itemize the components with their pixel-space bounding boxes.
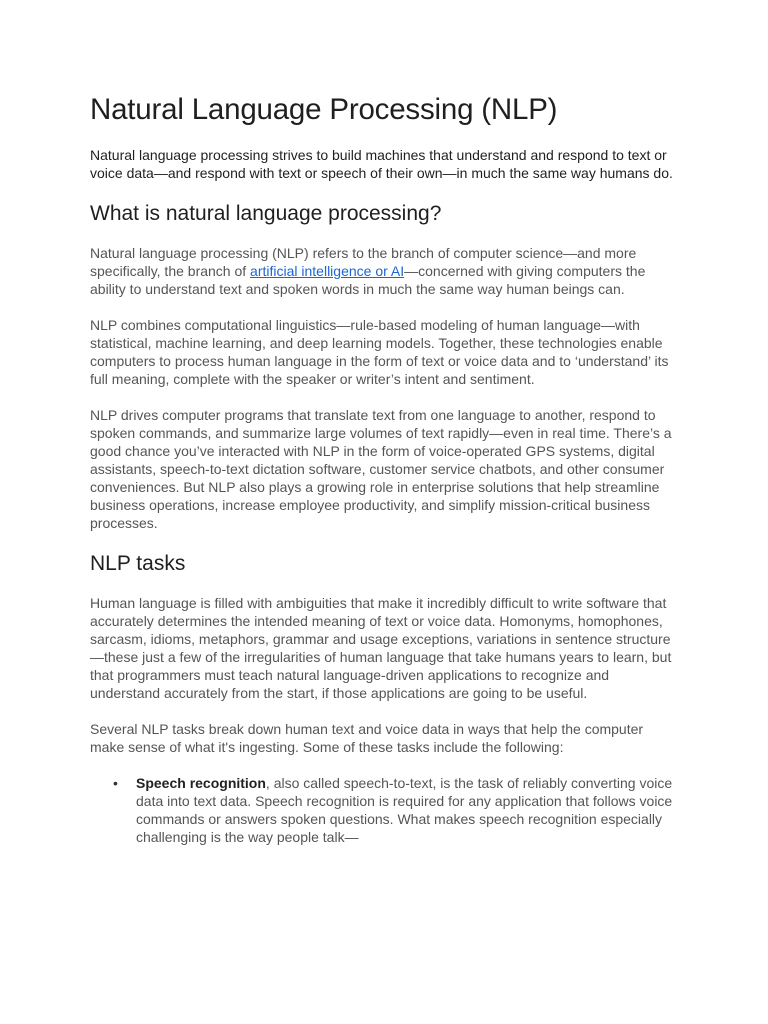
nlp-task-list [90, 774, 678, 846]
nlp-drives-paragraph: NLP drives computer programs that translate text from one language to another, respond to spoken commands, and summarize large volumes of text rapidly—even in real time. There’s a good chance you’ve interacted with NLP in the form of voice-operated GPS systems, digital assistants, speech-to-text dictation software, customer service chatbots, and other consumer conveniences. But NLP also plays a growing role in enterprise solutions that help streamline business operations, increase employee productivity, and simplify mission-critical business processes. [90, 407, 672, 531]
tasks-intro-paragraph: Several NLP tasks break down human text and voice data in ways that help the computer make sense of what it's ingesting. Some of these tasks include the following: [90, 721, 644, 755]
definition-text-end: —concerned with giving computers the ability to understand text and spoken words in much the same way human beings can. [90, 263, 646, 297]
list-item [113, 774, 678, 846]
section-heading-nlp-tasks: NLP tasks [90, 552, 186, 575]
intro-paragraph: Natural language processing strives to build machines that understand and respond to text or voice data—and respond with text or speech of their own—in much the same way humans do. [90, 147, 673, 181]
page-title: Natural Language Processing (NLP) [90, 93, 558, 126]
task-description: , also called speech-to-text, is the task of reliably converting voice data into text data. Speech recognition is required for any application that follows voice commands or answers spoken questions. What makes speech recognition especially challenging is the way people talk— [136, 775, 673, 845]
task-term: Speech recognition [136, 775, 266, 791]
bullet-icon: • [113, 775, 118, 791]
nlp-combines-paragraph: NLP combines computational linguistics—rule-based modeling of human language—with statistical, machine learning, and deep learning models. Together, these technologies enable computers to process human language in the form of text or voice data and to ‘understand’ its full meaning, complete with the speaker or writer’s intent and sentiment. [90, 317, 669, 387]
ambiguity-paragraph: Human language is filled with ambiguities that make it incredibly difficult to write software that accurately determines the intended meaning of text or voice data. Homonyms, homophones, sarcasm, idioms, metaphors, grammar and usage exceptions, variations in sentence structure—these just a few of the irregularities of human language that take humans years to learn, but that programmers must teach natural language-driven applications to recognize and understand accurately from the start, if those applications are going to be useful. [90, 595, 672, 701]
ai-link[interactable]: artificial intelligence or AI [250, 263, 405, 279]
section-heading-what-is-nlp: What is natural language processing? [90, 202, 442, 225]
definition-text-start: Natural language processing (NLP) refers to the branch of computer science—and more specifically, the branch of [90, 245, 637, 279]
definition-paragraph [90, 244, 678, 298]
